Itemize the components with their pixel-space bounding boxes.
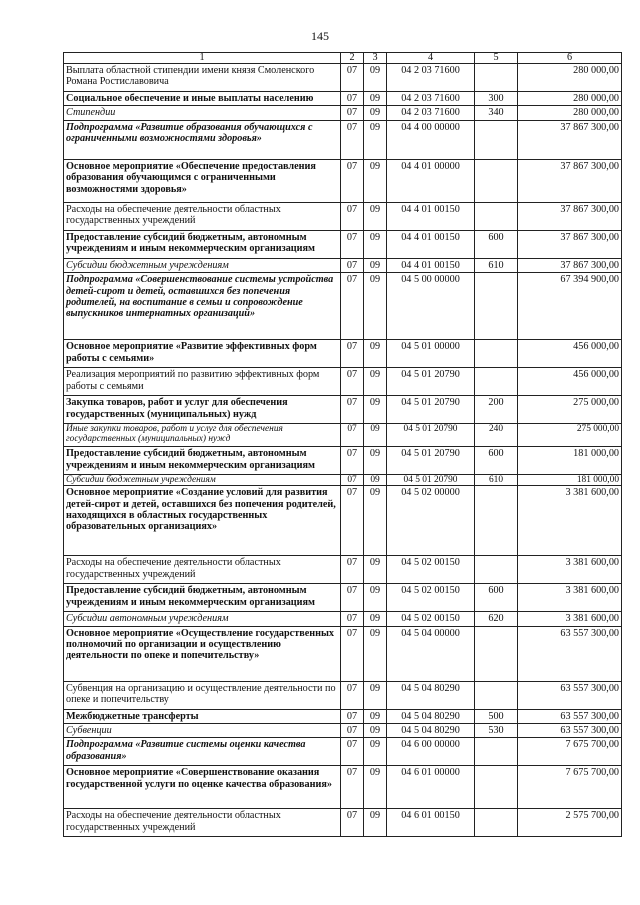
cell-amount: 7 675 700,00 [518,766,622,809]
cell-target-article: 04 4 01 00150 [387,258,475,272]
cell-target-article: 04 5 02 00150 [387,584,475,612]
cell-expense-type [475,681,518,709]
cell-subsection: 09 [364,475,387,486]
cell-section: 07 [341,120,364,159]
cell-name: Субсидии автономным учреждениям [64,612,341,626]
cell-name: Подпрограмма «Развитие системы оценки качества образования» [64,738,341,766]
cell-expense-type [475,120,518,159]
table-row [64,709,622,723]
cell-name: Субвенции [64,724,341,738]
cell-amount: 3 381 600,00 [518,556,622,584]
table-row [64,612,622,626]
cell-expense-type [475,766,518,809]
cell-target-article: 04 6 01 00150 [387,809,475,837]
cell-subsection: 09 [364,626,387,681]
cell-expense-type [475,556,518,584]
cell-expense-type [475,64,518,92]
cell-section: 07 [341,368,364,396]
cell-expense-type [475,340,518,368]
cell-section: 07 [341,106,364,120]
cell-amount: 280 000,00 [518,92,622,106]
cell-expense-type: 610 [475,475,518,486]
header-col-4: 4 [387,53,475,64]
cell-target-article: 04 2 03 71600 [387,106,475,120]
cell-target-article: 04 5 00 00000 [387,273,475,340]
cell-amount: 37 867 300,00 [518,258,622,272]
cell-section: 07 [341,486,364,556]
cell-subsection: 09 [364,809,387,837]
cell-name: Социальное обеспечение и иные выплаты населению [64,92,341,106]
cell-name: Субсидии бюджетным учреждениям [64,258,341,272]
table-row [64,809,622,837]
header-col-6: 6 [518,53,622,64]
table-row [64,120,622,159]
table-row [64,738,622,766]
cell-section: 07 [341,766,364,809]
cell-section: 07 [341,202,364,230]
cell-name: Иные закупки товаров, работ и услуг для обеспечения государственных (муниципальных) нужд [64,424,341,447]
cell-name: Субсидии бюджетным учреждениям [64,475,341,486]
cell-amount: 37 867 300,00 [518,159,622,202]
cell-section: 07 [341,273,364,340]
cell-amount: 3 381 600,00 [518,612,622,626]
cell-name: Основное мероприятие «Развитие эффективных форм работы с семьями» [64,340,341,368]
cell-target-article: 04 6 00 00000 [387,738,475,766]
cell-name: Выплата областной стипендии имени князя Смоленского Романа Ростиславовича [64,64,341,92]
cell-section: 07 [341,424,364,447]
header-col-2: 2 [341,53,364,64]
cell-name: Субвенция на организацию и осуществление деятельности по опеке и попечительству [64,681,341,709]
cell-section: 07 [341,258,364,272]
cell-amount: 63 557 300,00 [518,724,622,738]
cell-subsection: 09 [364,230,387,258]
cell-expense-type [475,738,518,766]
cell-section: 07 [341,626,364,681]
table-row [64,340,622,368]
cell-subsection: 09 [364,724,387,738]
page-number: 145 [311,29,329,43]
table-row [64,230,622,258]
cell-section: 07 [341,230,364,258]
table-row [64,486,622,556]
cell-name: Подпрограмма «Совершенствование системы устройства детей-сирот и детей, оставшихся без попечения родителей, на воспитание в семьи и сопровождение выпускников интернатных организаций» [64,273,341,340]
cell-name: Предоставление субсидий бюджетным, автономным учреждениям и иным некоммерческим организациям [64,230,341,258]
cell-name: Расходы на обеспечение деятельности областных государственных учреждений [64,809,341,837]
cell-subsection: 09 [364,612,387,626]
cell-name: Предоставление субсидий бюджетным, автономным учреждениям и иным некоммерческим организациям [64,447,341,475]
cell-name: Закупка товаров, работ и услуг для обеспечения государственных (муниципальных) нужд [64,396,341,424]
table-body [64,64,622,837]
cell-name: Основное мероприятие «Осуществление государственных полномочий по организации и осуществлению деятельности по опеке и попечительству» [64,626,341,681]
cell-amount: 275 000,00 [518,424,622,447]
cell-target-article: 04 4 01 00150 [387,202,475,230]
table-row [64,584,622,612]
cell-amount: 37 867 300,00 [518,230,622,258]
cell-amount: 275 000,00 [518,396,622,424]
cell-target-article: 04 4 00 00000 [387,120,475,159]
header-col-1: 1 [64,53,341,64]
cell-target-article: 04 5 04 80290 [387,709,475,723]
cell-subsection: 09 [364,396,387,424]
cell-target-article: 04 4 01 00150 [387,230,475,258]
cell-subsection: 09 [364,424,387,447]
cell-expense-type: 240 [475,424,518,447]
table-row [64,396,622,424]
cell-target-article: 04 5 02 00000 [387,486,475,556]
cell-expense-type: 620 [475,612,518,626]
cell-expense-type [475,809,518,837]
cell-name: Основное мероприятие «Совершенствование оказания государственной услуги по оценке качества образования» [64,766,341,809]
cell-section: 07 [341,724,364,738]
cell-name: Расходы на обеспечение деятельности областных государственных учреждений [64,556,341,584]
table-row [64,92,622,106]
cell-subsection: 09 [364,486,387,556]
cell-subsection: 09 [364,340,387,368]
cell-amount: 3 381 600,00 [518,584,622,612]
table-row [64,766,622,809]
table-row [64,106,622,120]
cell-expense-type [475,626,518,681]
table-row [64,424,622,447]
cell-subsection: 09 [364,584,387,612]
cell-target-article: 04 5 02 00150 [387,612,475,626]
cell-target-article: 04 5 01 20790 [387,475,475,486]
budget-table [63,52,622,837]
table-row [64,556,622,584]
cell-name: Подпрограмма «Развитие образования обучающихся с ограниченными возможностями здоровья» [64,120,341,159]
cell-subsection: 09 [364,120,387,159]
cell-subsection: 09 [364,92,387,106]
cell-section: 07 [341,475,364,486]
cell-target-article: 04 4 01 00000 [387,159,475,202]
cell-section: 07 [341,159,364,202]
cell-amount: 63 557 300,00 [518,626,622,681]
cell-target-article: 04 5 02 00150 [387,556,475,584]
table-row [64,202,622,230]
header-col-3: 3 [364,53,387,64]
table-row [64,626,622,681]
cell-target-article: 04 5 01 20790 [387,368,475,396]
cell-section: 07 [341,584,364,612]
cell-amount: 37 867 300,00 [518,202,622,230]
cell-name: Расходы на обеспечение деятельности областных государственных учреждений [64,202,341,230]
cell-subsection: 09 [364,766,387,809]
table-header-row [64,53,622,64]
cell-expense-type: 530 [475,724,518,738]
cell-expense-type: 600 [475,447,518,475]
cell-expense-type: 300 [475,92,518,106]
header-col-5: 5 [475,53,518,64]
cell-expense-type: 610 [475,258,518,272]
cell-subsection: 09 [364,159,387,202]
cell-name: Межбюджетные трансферты [64,709,341,723]
cell-subsection: 09 [364,709,387,723]
cell-amount: 63 557 300,00 [518,681,622,709]
cell-target-article: 04 5 04 00000 [387,626,475,681]
cell-section: 07 [341,556,364,584]
cell-amount: 456 000,00 [518,368,622,396]
cell-subsection: 09 [364,64,387,92]
cell-amount: 280 000,00 [518,106,622,120]
cell-amount: 37 867 300,00 [518,120,622,159]
cell-section: 07 [341,681,364,709]
cell-amount: 181 000,00 [518,447,622,475]
cell-target-article: 04 5 01 00000 [387,340,475,368]
cell-amount: 280 000,00 [518,64,622,92]
cell-expense-type: 600 [475,584,518,612]
cell-subsection: 09 [364,738,387,766]
cell-target-article: 04 2 03 71600 [387,64,475,92]
cell-subsection: 09 [364,258,387,272]
table-row [64,475,622,486]
cell-section: 07 [341,92,364,106]
cell-target-article: 04 6 01 00000 [387,766,475,809]
cell-expense-type: 500 [475,709,518,723]
cell-subsection: 09 [364,368,387,396]
cell-target-article: 04 5 04 80290 [387,681,475,709]
cell-section: 07 [341,64,364,92]
cell-target-article: 04 5 01 20790 [387,447,475,475]
cell-expense-type [475,368,518,396]
cell-amount: 456 000,00 [518,340,622,368]
cell-subsection: 09 [364,106,387,120]
cell-expense-type: 600 [475,230,518,258]
cell-expense-type [475,202,518,230]
cell-target-article: 04 5 01 20790 [387,424,475,447]
cell-section: 07 [341,340,364,368]
cell-amount: 3 381 600,00 [518,486,622,556]
table-row [64,681,622,709]
table-row [64,258,622,272]
cell-expense-type: 340 [475,106,518,120]
cell-subsection: 09 [364,202,387,230]
cell-expense-type [475,486,518,556]
cell-amount: 7 675 700,00 [518,738,622,766]
cell-name: Основное мероприятие «Обеспечение предоставления образования обучающимся с ограниченными возможностями здоровья» [64,159,341,202]
table-row [64,368,622,396]
cell-amount: 181 000,00 [518,475,622,486]
cell-amount: 63 557 300,00 [518,709,622,723]
cell-name: Реализация мероприятий по развитию эффективных форм работы с семьями [64,368,341,396]
cell-expense-type [475,159,518,202]
cell-target-article: 04 2 03 71600 [387,92,475,106]
table-row [64,159,622,202]
cell-target-article: 04 5 04 80290 [387,724,475,738]
table-row [64,64,622,92]
cell-section: 07 [341,738,364,766]
cell-target-article: 04 5 01 20790 [387,396,475,424]
cell-name: Основное мероприятие «Создание условий для развития детей-сирот и детей, оставшихся без попечения родителей, находящихся в областных государственных образовательных организациях» [64,486,341,556]
cell-subsection: 09 [364,447,387,475]
cell-section: 07 [341,809,364,837]
cell-section: 07 [341,612,364,626]
cell-section: 07 [341,709,364,723]
cell-amount: 67 394 900,00 [518,273,622,340]
cell-section: 07 [341,447,364,475]
cell-expense-type: 200 [475,396,518,424]
cell-subsection: 09 [364,556,387,584]
table-row [64,724,622,738]
cell-subsection: 09 [364,681,387,709]
table-row [64,447,622,475]
cell-expense-type [475,273,518,340]
cell-subsection: 09 [364,273,387,340]
table-row [64,273,622,340]
cell-name: Предоставление субсидий бюджетным, автономным учреждениям и иным некоммерческим организациям [64,584,341,612]
cell-name: Стипендии [64,106,341,120]
cell-section: 07 [341,396,364,424]
cell-amount: 2 575 700,00 [518,809,622,837]
